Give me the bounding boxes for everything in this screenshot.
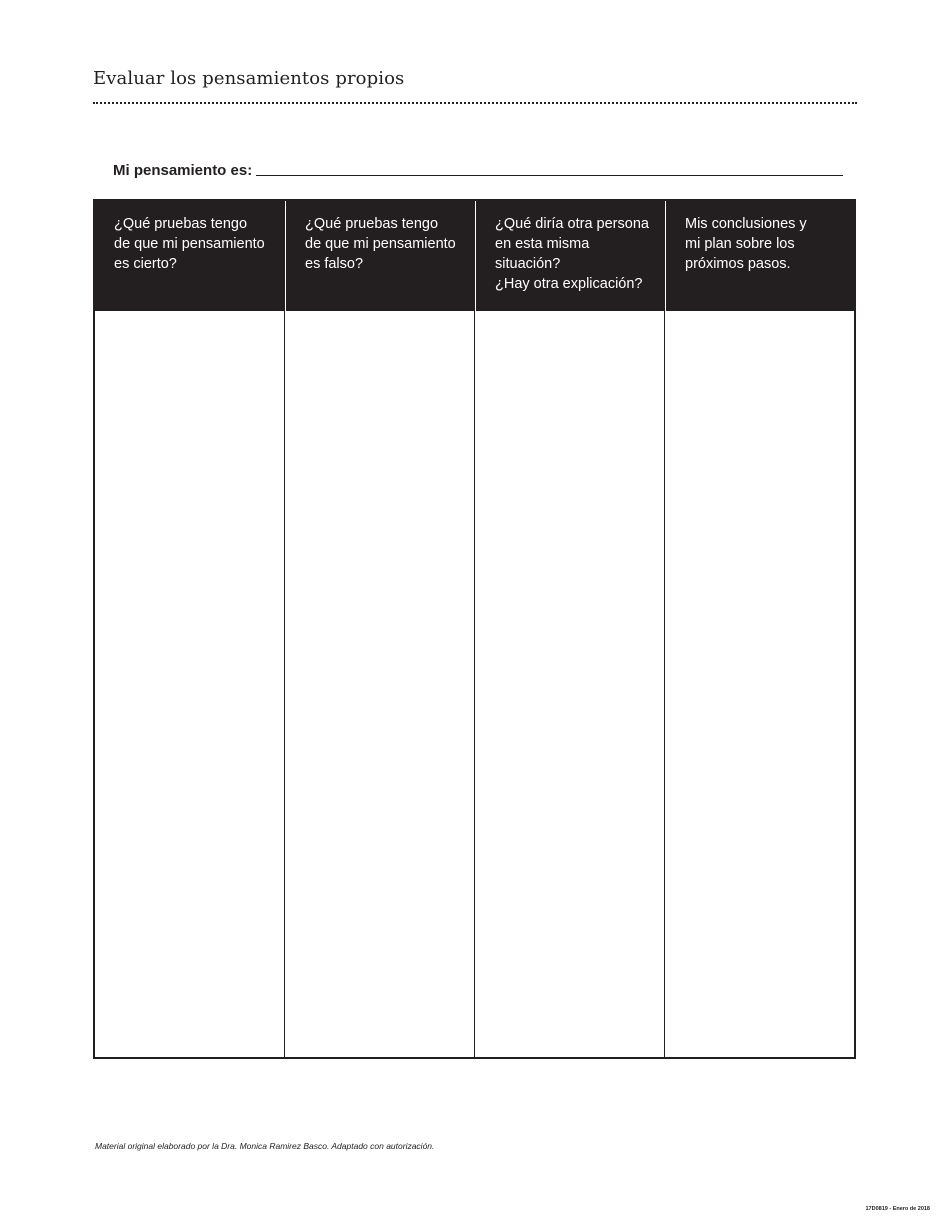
credit-note: Material original elaborado por la Dra. Monica Ramirez Basco. Adaptado con autorización. <box>95 1141 435 1151</box>
column-evidence-true <box>95 201 284 1057</box>
column-evidence-false <box>284 201 474 1057</box>
thought-field <box>113 162 843 179</box>
page-title: Evaluar los pensamientos propios <box>93 68 405 89</box>
column-body-evidence-false[interactable] <box>285 311 474 1057</box>
column-other-perspective <box>474 201 664 1057</box>
column-body-evidence-true[interactable] <box>95 311 284 1057</box>
document-code: 17D0819 - Enero de 2018 <box>865 1206 930 1212</box>
column-header: ¿Qué diría otra persona en esta misma situación? ¿Hay otra explicación? <box>475 201 664 311</box>
column-body-conclusions[interactable] <box>665 311 854 1057</box>
column-conclusions <box>664 201 854 1057</box>
column-header: ¿Qué pruebas tengo de que mi pensamiento es falso? <box>285 201 474 311</box>
dotted-title-rule <box>93 102 857 104</box>
evaluation-table <box>93 199 856 1059</box>
thought-input-line[interactable] <box>256 175 843 176</box>
thought-label: Mi pensamiento es: <box>113 162 253 179</box>
column-body-other-perspective[interactable] <box>475 311 664 1057</box>
column-header: Mis conclusiones y mi plan sobre los próximos pasos. <box>665 201 854 311</box>
column-header: ¿Qué pruebas tengo de que mi pensamiento es cierto? <box>95 201 284 311</box>
